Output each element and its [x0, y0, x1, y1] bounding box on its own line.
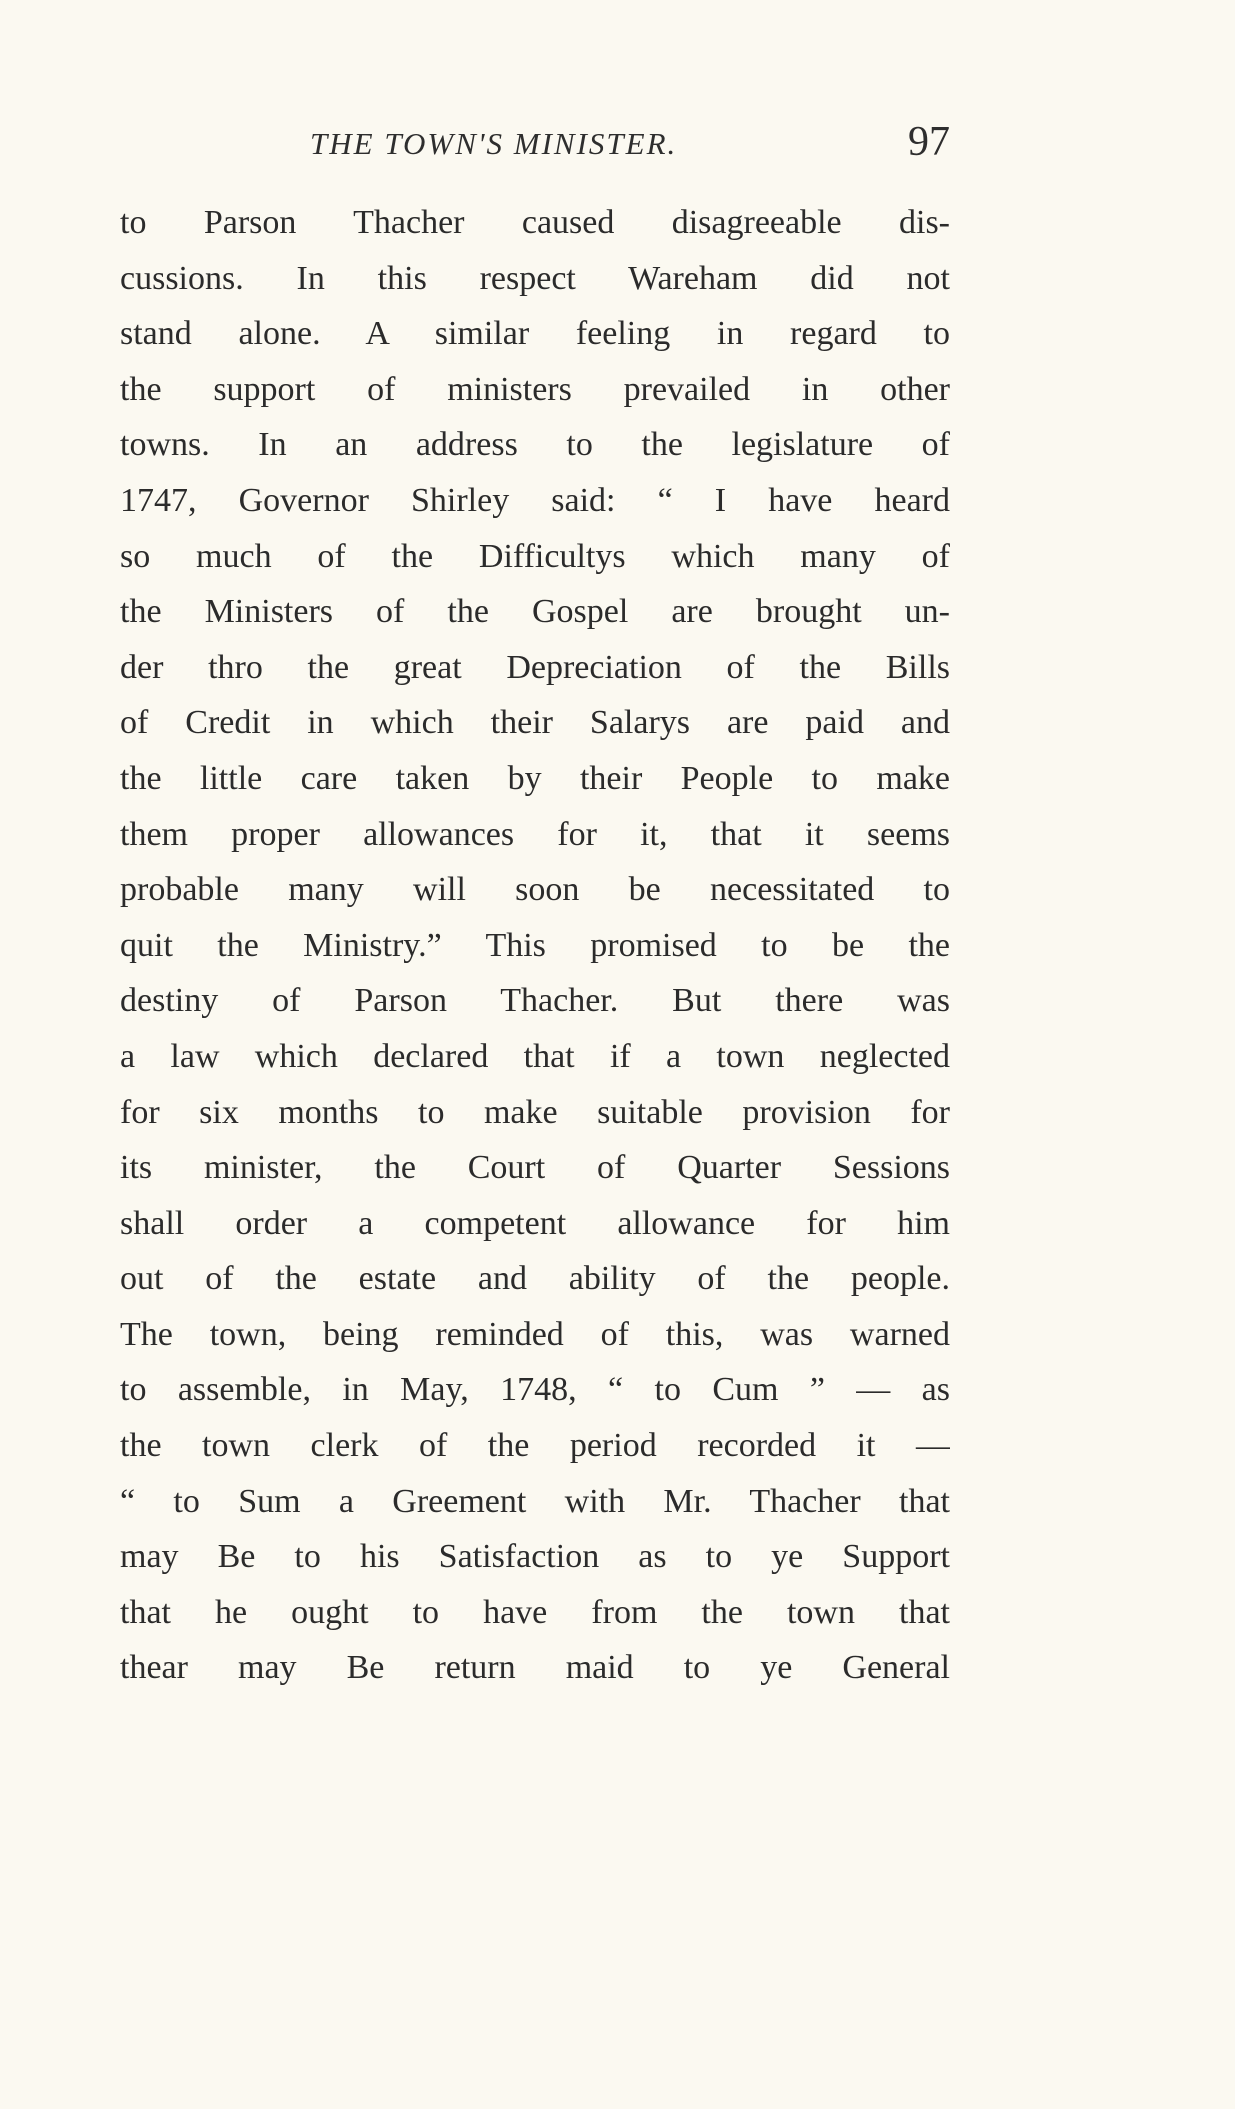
- text-line: quit the Ministry.” This promised to be the: [120, 926, 950, 964]
- text-line: towns. In an address to the legislature of: [120, 426, 950, 464]
- text-line: probable many will soon be necessitated to: [120, 871, 950, 909]
- body-text: [120, 195, 950, 1696]
- page-number: 97: [908, 119, 950, 165]
- text-line: the support of ministers prevailed in other: [120, 370, 950, 408]
- text-line: to Parson Thacher caused disagreeable dis-: [120, 204, 950, 241]
- text-line: the little care taken by their People to make: [120, 759, 950, 797]
- text-line: out of the estate and ability of the people.: [120, 1260, 950, 1298]
- text-line: them proper allowances for it, that it seems: [120, 815, 950, 853]
- text-line: may Be to his Satisfaction as to ye Support: [120, 1538, 950, 1576]
- text-line: stand alone. A similar feeling in regard to: [120, 315, 950, 353]
- text-line: the Ministers of the Gospel are brought un-: [120, 593, 950, 631]
- text-line: to assemble, in May, 1748, “ to Cum ” — as: [120, 1371, 950, 1409]
- text-line: thear may Be return maid to ye General: [120, 1649, 950, 1687]
- text-line: “ to Sum a Greement with Mr. Thacher that: [120, 1482, 950, 1520]
- running-head: [120, 118, 950, 178]
- text-line: destiny of Parson Thacher. But there was: [120, 982, 950, 1020]
- text-line: so much of the Difficultys which many of: [120, 537, 950, 575]
- text-line: shall order a competent allowance for him: [120, 1204, 950, 1242]
- text-line: 1747, Governor Shirley said: “ I have heard: [120, 481, 950, 519]
- text-line: The town, being reminded of this, was warned: [120, 1315, 950, 1353]
- text-line: the town clerk of the period recorded it —: [120, 1427, 950, 1465]
- running-title: THE TOWN'S MINISTER.: [310, 126, 678, 161]
- text-line: a law which declared that if a town neglected: [120, 1037, 950, 1075]
- text-line: der thro the great Depreciation of the Bills: [120, 648, 950, 686]
- text-line: that he ought to have from the town that: [120, 1593, 950, 1631]
- text-line: for six months to make suitable provision for: [120, 1093, 950, 1131]
- text-line: cussions. In this respect Wareham did not: [120, 259, 950, 297]
- text-line: of Credit in which their Salarys are paid and: [120, 704, 950, 742]
- text-line: its minister, the Court of Quarter Sessions: [120, 1149, 950, 1187]
